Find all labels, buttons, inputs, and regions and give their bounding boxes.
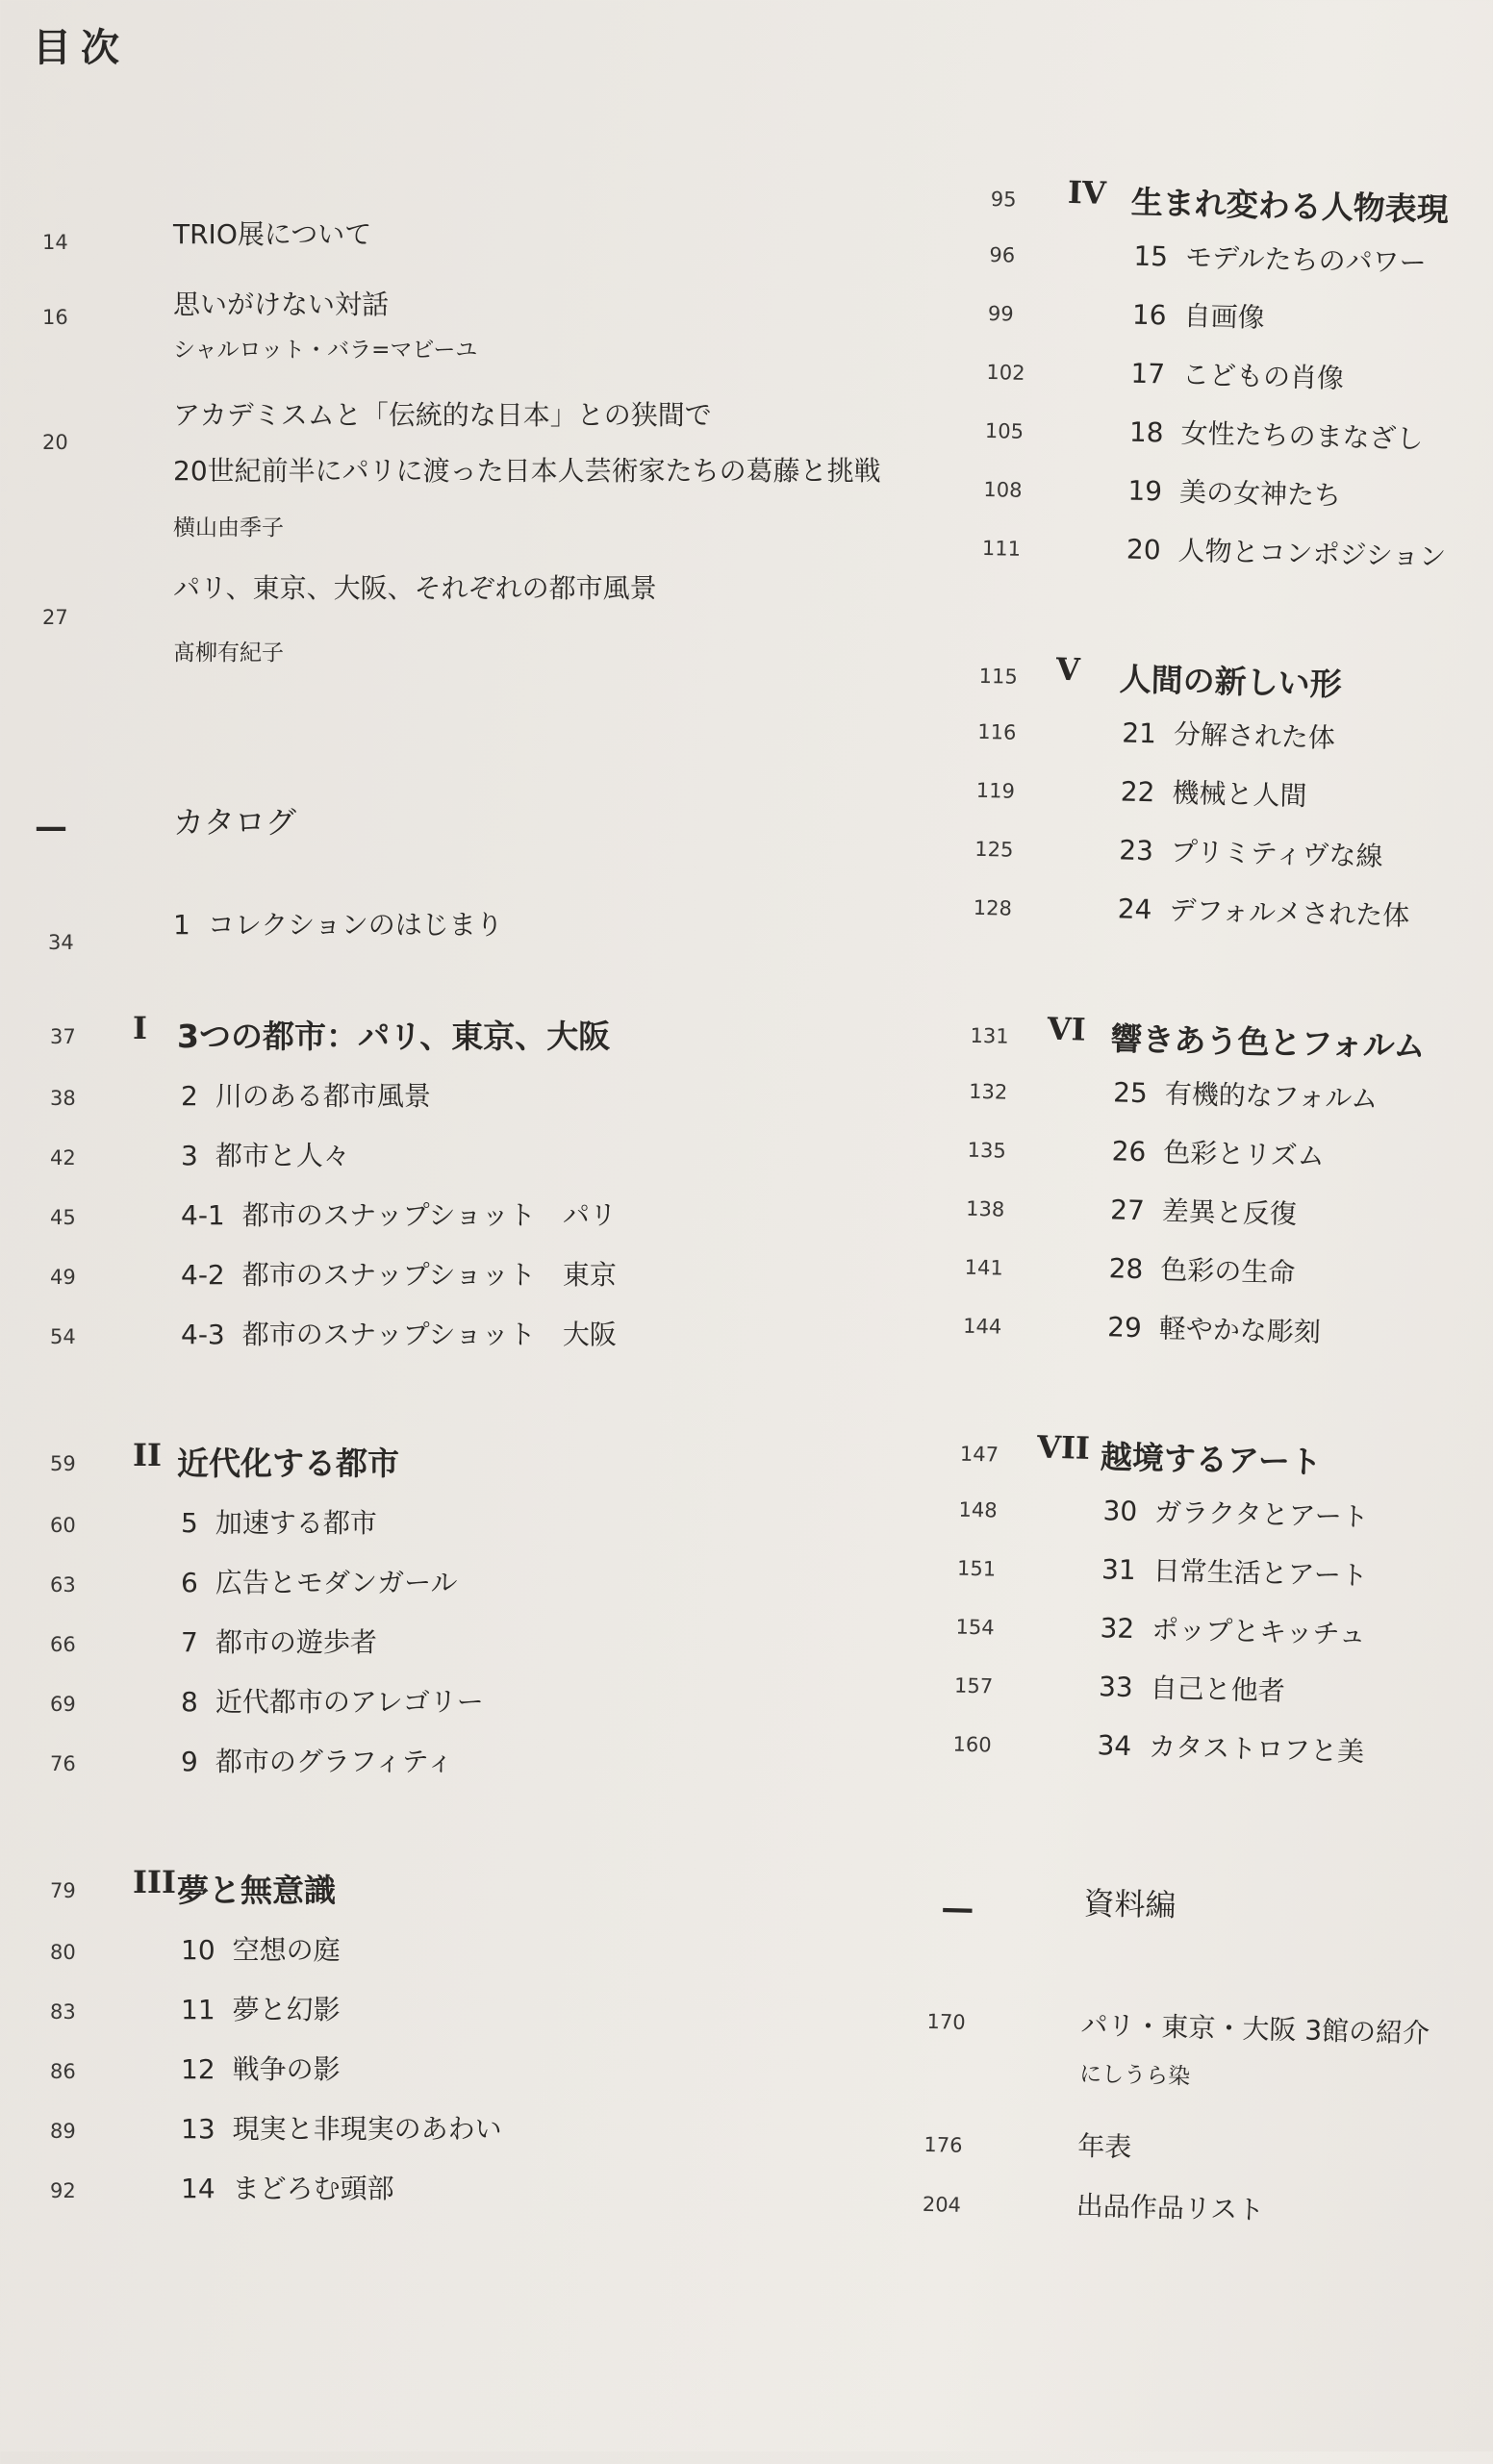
entry-number: 12 xyxy=(181,2053,215,2085)
page-number: 176 xyxy=(924,2132,963,2157)
entry-title xyxy=(181,1254,617,1293)
page-number: 138 xyxy=(965,1196,1005,1221)
page-number: 34 xyxy=(48,931,74,954)
entry-label: 美の女神たち xyxy=(1178,475,1342,512)
page-number: 125 xyxy=(974,837,1014,862)
page-number: 38 xyxy=(50,1087,76,1110)
entry-title: 思いがけない対話 xyxy=(173,289,390,320)
page-number: 102 xyxy=(986,360,1025,385)
entry-title xyxy=(181,2168,394,2206)
entry-label: 都市のスナップショット 大阪 xyxy=(241,1319,617,1350)
page-number: 16 xyxy=(42,306,68,329)
entry-label: 現実と非現実のあわい xyxy=(232,2113,502,2145)
entry-label: 人物とコンポジション xyxy=(1177,534,1447,573)
section-roman-numeral: I xyxy=(133,1010,147,1046)
entry-number: 27 xyxy=(1109,1194,1146,1227)
page-number: 116 xyxy=(977,719,1017,744)
entry-number: 33 xyxy=(1098,1671,1134,1704)
entry-title: TRIO展について xyxy=(173,218,372,250)
entry-number: 17 xyxy=(1130,357,1166,390)
page-number: 148 xyxy=(958,1497,998,1522)
entry-title xyxy=(181,1314,617,1352)
entry-number: 4-1 xyxy=(181,1199,225,1231)
page-number: 170 xyxy=(926,2009,966,2034)
entry-number: 13 xyxy=(181,2113,215,2145)
page-number: 108 xyxy=(983,477,1023,502)
entry-title xyxy=(181,1741,453,1779)
entry-title xyxy=(181,2108,502,2147)
entry-number: 28 xyxy=(1108,1252,1144,1286)
page-number: 111 xyxy=(981,536,1022,561)
entry-title xyxy=(1117,888,1409,933)
entry-label: 都市と人々 xyxy=(215,1140,350,1171)
entry-author: にしうら染 xyxy=(1078,2061,1191,2090)
page-number: 63 xyxy=(50,1573,76,1597)
section-title: 3つの都市：パリ、東京、大阪 xyxy=(177,1018,611,1055)
entry-number: 4-2 xyxy=(181,1259,225,1291)
page-number: 147 xyxy=(959,1442,1000,1467)
entry-label: プリミティヴな線 xyxy=(1170,835,1383,873)
page-number: 20 xyxy=(42,431,68,454)
page-number: 76 xyxy=(50,1752,76,1775)
entry-title xyxy=(1102,1490,1369,1535)
entry-label: コレクションのはじまり xyxy=(207,909,503,941)
entry-number: 3 xyxy=(181,1140,198,1171)
entry-label: 女性たちのまなざし xyxy=(1180,416,1424,456)
page-number: 60 xyxy=(50,1514,76,1537)
entry-title xyxy=(181,1562,458,1600)
entry-title xyxy=(181,1502,377,1541)
page-number: 157 xyxy=(953,1673,994,1698)
entry-label: 空想の庭 xyxy=(232,1934,341,1966)
entry-number: 32 xyxy=(1100,1612,1135,1646)
page-number: 49 xyxy=(50,1266,76,1289)
entry-number: 2 xyxy=(181,1080,198,1112)
entry-title xyxy=(1107,1306,1322,1349)
page-number: 151 xyxy=(956,1556,997,1581)
entry-title xyxy=(1099,1666,1286,1709)
entry-title xyxy=(181,1194,617,1233)
section-title: 近代化する都市 xyxy=(177,1445,399,1482)
page-number: 131 xyxy=(970,1023,1009,1048)
section-roman-numeral: VI xyxy=(1047,1010,1087,1048)
entry-title xyxy=(1131,294,1265,336)
section-title: 夢と無意識 xyxy=(177,1872,336,1909)
entry-author: シャルロット・バラ=マビーユ xyxy=(173,338,478,363)
entry-label: 都市のスナップショット パリ xyxy=(241,1199,617,1231)
entry-title xyxy=(1133,236,1427,281)
entry-number: 19 xyxy=(1127,474,1163,508)
entry-title xyxy=(181,1681,484,1720)
entry-number: 24 xyxy=(1117,893,1152,926)
entry-label: 都市のスナップショット 東京 xyxy=(241,1259,617,1291)
section-title: 響きあう色とフォルム xyxy=(1110,1019,1426,1066)
entry-label: 有機的なフォルム xyxy=(1164,1077,1379,1116)
entry-subtitle: 20世紀前半にパリに渡った日本人芸術家たちの葛藤と挑戦 xyxy=(173,455,881,487)
catalog-dash: — xyxy=(35,808,67,846)
entry-label: モデルたちのパワー xyxy=(1184,240,1428,280)
entry-label: 分解された体 xyxy=(1173,717,1336,754)
entry-number: 11 xyxy=(181,1994,215,2025)
page-number: 141 xyxy=(964,1255,1004,1280)
entry-title xyxy=(1097,1724,1365,1770)
entry-number: 30 xyxy=(1102,1495,1138,1528)
entry-title xyxy=(1101,1548,1369,1594)
entry-label: 夢と幻影 xyxy=(232,1994,341,2025)
entry-number: 18 xyxy=(1128,415,1165,449)
page-number: 83 xyxy=(50,2000,76,2024)
page-number: 27 xyxy=(42,606,68,629)
page-number: 69 xyxy=(50,1693,76,1716)
entry-label: デフォルメされた体 xyxy=(1169,893,1410,932)
page-number: 99 xyxy=(987,301,1014,326)
entry-number: 4-3 xyxy=(181,1319,225,1350)
page-number: 59 xyxy=(50,1452,76,1475)
entry-label: 差異と反復 xyxy=(1161,1194,1298,1231)
entry-title xyxy=(181,1929,341,1968)
entry-number: 10 xyxy=(181,1934,215,1966)
entry-title: アカデミスムと「伝統的な日本」との狭間で xyxy=(173,399,712,431)
entry-number: 20 xyxy=(1126,533,1162,566)
entry-title xyxy=(1108,1247,1296,1291)
page-number: 89 xyxy=(50,2120,76,2143)
page-number: 42 xyxy=(50,1146,76,1169)
page-number: 119 xyxy=(975,778,1016,803)
entry-label: 加速する都市 xyxy=(215,1507,377,1539)
page-title: 目次 xyxy=(33,26,129,70)
page-number: 80 xyxy=(50,1941,76,1964)
page-number: 79 xyxy=(50,1879,76,1902)
page-number: 96 xyxy=(989,242,1016,267)
page-number: 95 xyxy=(990,187,1017,212)
entry-title xyxy=(1111,1130,1325,1173)
section-roman-numeral: VII xyxy=(1036,1428,1091,1467)
entry-label: こどもの肖像 xyxy=(1181,358,1345,394)
appendix-heading: 資料編 xyxy=(1083,1884,1177,1924)
entry-number: 14 xyxy=(181,2173,215,2204)
entry-label: 軽やかな彫刻 xyxy=(1158,1312,1322,1348)
entry-number: 16 xyxy=(1131,298,1167,332)
entry-number: 23 xyxy=(1118,834,1154,867)
entry-label: まどろむ頭部 xyxy=(232,2173,394,2204)
entry-title xyxy=(181,1622,377,1660)
toc-right-column xyxy=(898,0,1493,2464)
entry-label: 自画像 xyxy=(1183,299,1265,334)
entry-title xyxy=(1110,1189,1298,1232)
page-number: 204 xyxy=(922,2192,962,2217)
entry-label: 川のある都市風景 xyxy=(215,1080,431,1112)
right-sections xyxy=(952,0,1493,1768)
page-number: 66 xyxy=(50,1633,76,1656)
entry-number: 9 xyxy=(181,1746,198,1777)
entry-label: 日常生活とアート xyxy=(1152,1554,1369,1592)
entry-label: 戦争の影 xyxy=(232,2053,341,2085)
entry-label: ガラクタとアート xyxy=(1153,1496,1370,1533)
entry-title xyxy=(1119,829,1383,874)
entry-number: 6 xyxy=(181,1567,198,1598)
section-roman-numeral: IV xyxy=(1067,173,1107,212)
entry-title xyxy=(181,1989,341,2027)
entry-number: 8 xyxy=(181,1686,198,1718)
entry-title xyxy=(173,904,503,943)
entry-number: 1 xyxy=(173,909,190,941)
entry-number: 5 xyxy=(181,1507,198,1539)
entry-number: 31 xyxy=(1101,1553,1137,1587)
catalog-heading: カタログ xyxy=(173,804,297,841)
page-number: 37 xyxy=(50,1025,76,1048)
entry-number: 22 xyxy=(1120,775,1155,809)
entry-title xyxy=(1120,770,1307,814)
page-number: 128 xyxy=(973,895,1013,920)
page-number: 86 xyxy=(50,2060,76,2083)
entry-author: 横山由季子 xyxy=(173,515,284,541)
entry-number: 25 xyxy=(1112,1076,1149,1110)
entry-label: 色彩の生命 xyxy=(1159,1253,1296,1290)
entry-label: 色彩とリズム xyxy=(1162,1136,1326,1172)
entry-title xyxy=(1127,470,1342,514)
page-number: 92 xyxy=(50,2179,76,2202)
page-number: 115 xyxy=(978,664,1019,689)
entry-label: 近代都市のアレゴリー xyxy=(215,1686,484,1718)
entry-title xyxy=(1113,1071,1379,1117)
entry-number: 15 xyxy=(1133,239,1169,273)
page-number: 135 xyxy=(967,1138,1007,1163)
entry-title xyxy=(1122,712,1336,755)
entry-label: 自己と他者 xyxy=(1150,1672,1286,1707)
entry-title xyxy=(1126,529,1447,575)
entry-label: カタストロフと美 xyxy=(1148,1730,1365,1768)
section-title: 越境するアート xyxy=(1100,1438,1323,1481)
entry-number: 34 xyxy=(1097,1729,1132,1763)
section-roman-numeral: II xyxy=(133,1437,162,1473)
entry-label: 都市のグラフィティ xyxy=(215,1746,454,1777)
entry-title: 年表 xyxy=(1077,2129,1132,2164)
entry-number: 26 xyxy=(1111,1135,1147,1169)
entry-title xyxy=(181,2049,341,2087)
entry-title: パリ、東京、大阪、それぞれの都市風景 xyxy=(173,572,657,604)
page-number: 160 xyxy=(952,1732,992,1757)
entry-label: 広告とモダンガール xyxy=(215,1567,458,1598)
entry-title xyxy=(181,1135,350,1173)
entry-number: 29 xyxy=(1106,1311,1143,1345)
section-title: 人間の新しい形 xyxy=(1119,660,1343,704)
page-number: 105 xyxy=(984,418,1025,443)
entry-title xyxy=(1130,353,1345,396)
entry-author: 髙柳有紀子 xyxy=(173,641,284,666)
toc-section xyxy=(957,0,1493,573)
section-heading-entry[interactable] xyxy=(957,0,1493,229)
page-number: 54 xyxy=(50,1325,76,1348)
page-number: 144 xyxy=(962,1314,1002,1339)
entry-title: 出品作品リスト xyxy=(1075,2189,1265,2226)
section-roman-numeral: III xyxy=(133,1864,176,1900)
entry-title xyxy=(1100,1607,1366,1652)
page-number: 14 xyxy=(42,231,68,254)
section-title: 生まれ変わる人物表現 xyxy=(1130,183,1450,229)
appendix-dash: — xyxy=(940,1889,974,1929)
entry-label: ポップとキッチュ xyxy=(1151,1613,1367,1650)
page-number: 45 xyxy=(50,1206,76,1229)
page-number: 132 xyxy=(968,1079,1008,1104)
page-number: 154 xyxy=(955,1615,995,1640)
entry-label: 都市の遊歩者 xyxy=(215,1626,377,1658)
section-roman-numeral: V xyxy=(1055,650,1081,689)
entry-label: 機械と人間 xyxy=(1172,776,1307,813)
entry-title xyxy=(1129,412,1425,457)
entry-title xyxy=(181,1075,431,1114)
entry-title: パリ・東京・大阪 3館の紹介 xyxy=(1080,2008,1430,2049)
entry-number: 7 xyxy=(181,1626,198,1658)
entry-number: 21 xyxy=(1121,717,1157,750)
